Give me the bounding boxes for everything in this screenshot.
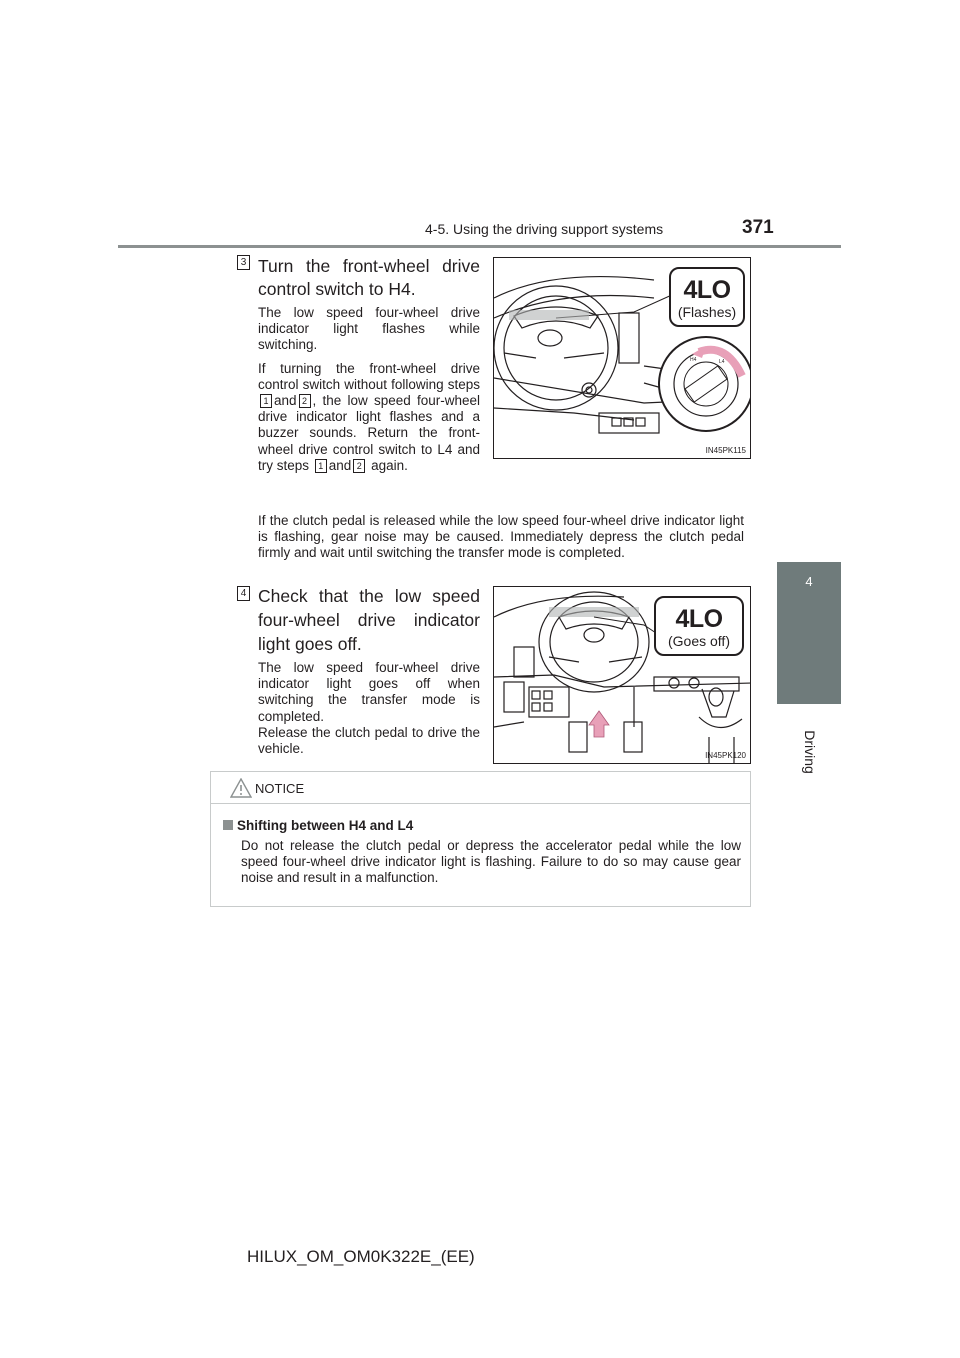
svg-text:L4: L4 [719,359,725,365]
step4-para2: Release the clutch pedal to drive the vehicle. [258,724,480,757]
step-ref-2: 2 [353,459,365,473]
figure-code: IN45PK120 [705,751,746,760]
notice-subheading: Shifting between H4 and L4 [223,818,413,833]
step3-para2: If turning the front-wheel drive control switch without following steps 1 and 2 , the low speed four-wheel drive indicator light flashes and a buzzer sounds. Return the front-wheel drive control switch to L4 and try steps 1 and 2 again. [258,360,480,473]
notice-text: Do not release the clutch pedal or depress the accelerator pedal while the low speed four-wheel drive indicator light is flashing. Failure to do so may cause gear noise and result in a malfunction. [241,838,741,886]
step4-title: Check that the low speed four-wheel drive indicator light goes off. [258,586,480,654]
square-bullet-icon [223,820,233,830]
step-number-4: 4 [237,586,250,601]
svg-text:H4: H4 [690,357,697,363]
step3-para1: The low speed four-wheel drive indicator light flashes while switching. [258,305,480,353]
figure-cabin-pedals [493,586,751,764]
step-ref-2: 2 [299,394,311,408]
page-number: 371 [742,217,774,238]
header-rule [118,245,841,248]
notice-header [211,772,750,804]
figure-dashboard-switch [493,257,751,459]
step4-body [258,660,480,757]
chapter-label: Driving [802,730,818,774]
document-id: HILUX_OM_OM0K322E_(EE) [247,1247,475,1266]
figure-code: IN45PK115 [705,446,746,455]
section-title: 4-5. Using the driving support systems [425,221,664,237]
warning-triangle-icon [230,778,252,798]
step-ref-1: 1 [315,459,327,473]
step3-wide-para: If the clutch pedal is released while the low speed four-wheel drive indicator light is flashing, gear noise may be caused. Immediately depress the clutch pedal firmly and wait until switching the transfer mode is completed. [258,513,744,561]
step-number-3: 3 [237,255,250,270]
notice-box [210,771,751,907]
callout-4lo-flashes: 4LO (Flashes) [669,267,745,327]
callout-4lo-goes-off: 4LO (Goes off) [654,596,744,656]
step4-para1: The low speed four-wheel drive indicator light goes off when switching the transfer mode is completed. [258,660,480,724]
chapter-number: 4 [805,574,813,589]
notice-label: NOTICE [255,781,305,796]
step3-title: Turn the front-wheel drive control switch to H4. [258,256,480,299]
step3-body [258,305,480,481]
step-ref-1: 1 [260,394,272,408]
chapter-tab [777,562,841,704]
